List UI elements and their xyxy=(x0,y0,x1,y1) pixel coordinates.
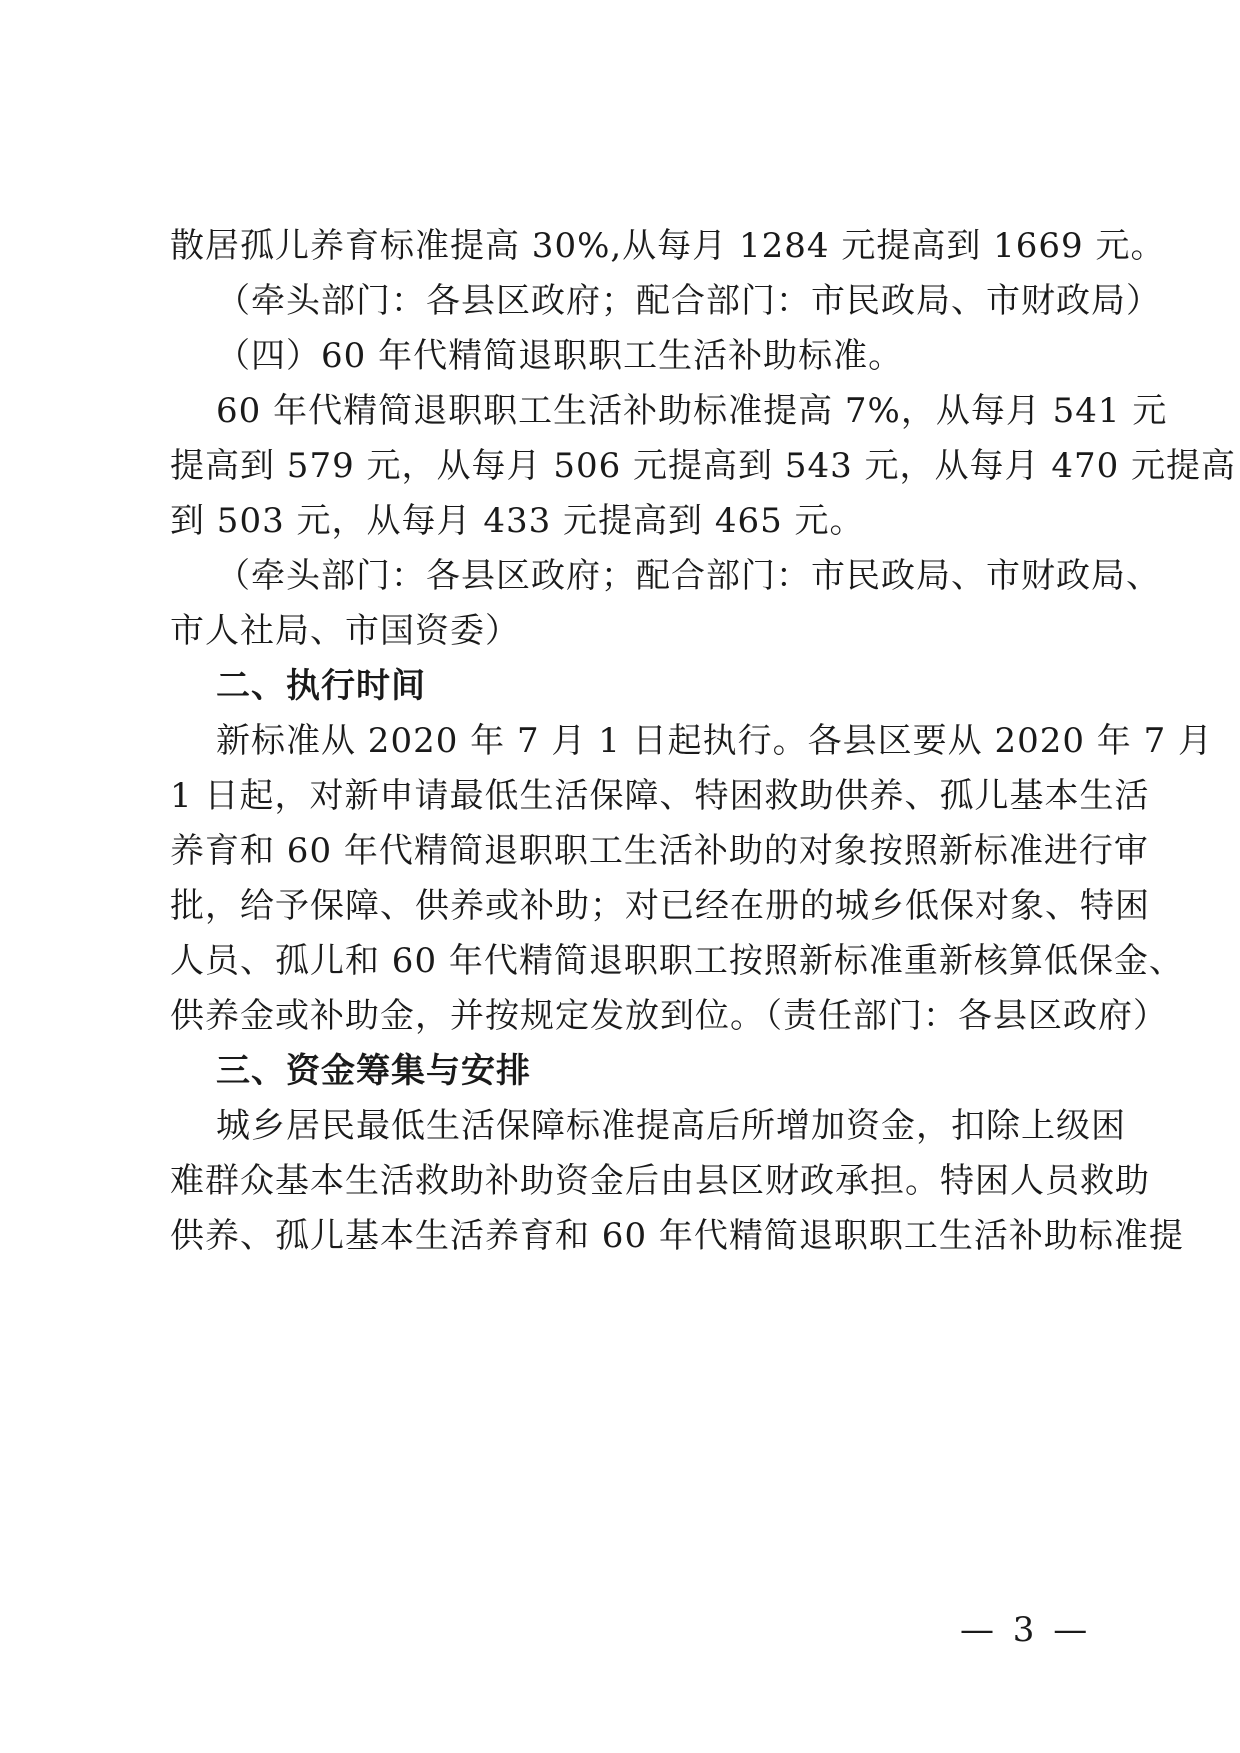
subsection-heading-4: （四）60 年代精简退职职工生活补助标准。 xyxy=(216,336,904,376)
paragraph-line: 供养、孤儿基本生活养育和 60 年代精简退职职工生活补助标准提 xyxy=(170,1216,1184,1256)
responsible-departments-note: （牵头部门：各县区政府；配合部门：市民政局、市财政局） xyxy=(216,281,1161,321)
section-heading-funding: 三、资金筹集与安排 xyxy=(216,1051,531,1091)
paragraph-line: 难群众基本生活救助补助资金后由县区财政承担。特困人员救助 xyxy=(170,1161,1150,1201)
paragraph-line: 批，给予保障、供养或补助；对已经在册的城乡低保对象、特困 xyxy=(170,886,1150,926)
paragraph-line: 供养金或补助金，并按规定发放到位。（责任部门：各县区政府） xyxy=(170,996,1168,1036)
paragraph-orphan-standard: 散居孤儿养育标准提高 30%,从每月 1284 元提高到 1669 元。 xyxy=(170,226,1166,266)
paragraph-line: 1 日起，对新申请最低生活保障、特困救助供养、孤儿基本生活 xyxy=(170,776,1150,816)
paragraph-line: 人员、孤儿和 60 年代精简退职职工按照新标准重新核算低保金、 xyxy=(170,941,1184,981)
paragraph-line: 到 503 元，从每月 433 元提高到 465 元。 xyxy=(170,501,865,541)
responsible-departments-note: （牵头部门：各县区政府；配合部门：市民政局、市财政局、 xyxy=(216,556,1161,596)
page-number: — 3 — xyxy=(960,1610,1092,1650)
paragraph-line: 新标准从 2020 年 7 月 1 日起执行。各县区要从 2020 年 7 月 xyxy=(216,721,1214,761)
paragraph-line: 城乡居民最低生活保障标准提高后所增加资金，扣除上级困 xyxy=(216,1106,1126,1146)
paragraph-line: 60 年代精简退职职工生活补助标准提高 7%，从每月 541 元 xyxy=(216,391,1168,431)
paragraph-line: 提高到 579 元，从每月 506 元提高到 543 元，从每月 470 元提高 xyxy=(170,446,1237,486)
responsible-departments-note: 市人社局、市国资委） xyxy=(170,611,520,651)
section-heading-execution-time: 二、执行时间 xyxy=(216,666,426,706)
paragraph-line: 养育和 60 年代精简退职职工生活补助的对象按照新标准进行审 xyxy=(170,831,1149,871)
